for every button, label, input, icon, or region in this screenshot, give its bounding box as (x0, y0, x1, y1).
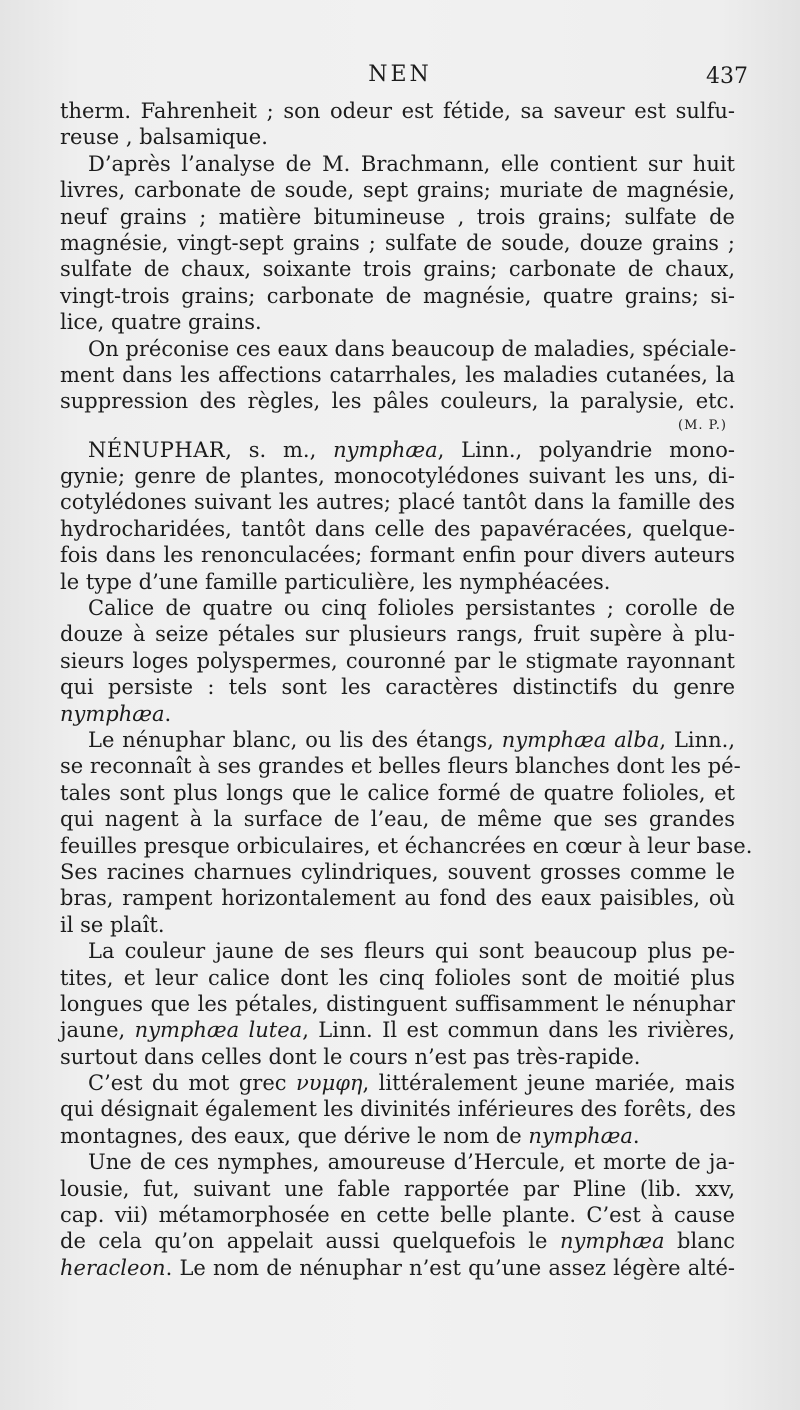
text-span: C’est du mot grec (88, 1071, 297, 1096)
text-line (60, 621, 735, 647)
text-line (60, 1044, 735, 1070)
text-span: , Linn., polyandrie mono- (437, 437, 736, 462)
text-line (60, 283, 735, 309)
text-span: qui nagent à la surface de l’eau, de même que ses grandes (60, 807, 735, 832)
text-span: sulfate de chaux, soixante trois grains; carbonate de chaux, (60, 257, 735, 282)
text-span: On préconise ces eaux dans beaucoup de maladies, spéciale- (88, 336, 737, 361)
text-line (60, 309, 735, 335)
text-line (60, 204, 735, 230)
text-span: cotylédones suivant les autres; placé tantôt dans la famille des (60, 490, 735, 515)
text-line (60, 727, 735, 753)
text-line (60, 753, 741, 779)
text-span: suppression des règles, les pâles couleurs, la paralysie, etc. (60, 389, 735, 414)
text-span: . Le nom de nénuphar n’est qu’une assez légère alté- (165, 1255, 735, 1280)
text-span: feuilles presque orbiculaires, et échancrées en cœur à leur base. (60, 833, 753, 858)
text-span: ment dans les affections catarrhales, les maladies cutanées, la (60, 362, 735, 387)
text-line (60, 938, 735, 964)
text-span: jaune, (60, 1018, 135, 1043)
text-span: vingt-trois grains; carbonate de magnésie, quatre grains; si- (60, 283, 735, 308)
text-span: Calice de quatre ou cinq folioles persistantes ; corolle de (88, 596, 735, 621)
text-line (60, 780, 735, 806)
text-line (60, 1096, 735, 1122)
text-line (60, 1017, 735, 1043)
text-line (60, 124, 735, 150)
text-span: hydrocharidées, tantôt dans celle des papavéracées, quelque- (60, 516, 735, 541)
text-span: . (632, 1123, 640, 1148)
italic-term: nymphæa alba (501, 727, 660, 752)
text-span: (M. P.) (678, 417, 727, 433)
italic-term: heracleon (60, 1255, 166, 1280)
running-header (60, 62, 748, 98)
text-line (60, 965, 735, 991)
italic-term: nymphæa (559, 1229, 665, 1254)
text-span: , Linn., (659, 727, 736, 752)
text-span: bras, rampent horizontalement au fond des eaux paisibles, où (60, 886, 735, 911)
text-line (60, 463, 735, 489)
text-line (60, 489, 735, 515)
text-line (60, 1202, 735, 1228)
text-span: surtout dans celles dont le cours n’est pas très-rapide. (60, 1044, 641, 1069)
text-line (60, 542, 735, 568)
text-line (60, 388, 735, 414)
text-span: Le nénuphar blanc, ou lis des étangs, (88, 727, 502, 752)
text-line (60, 256, 735, 282)
text-span: qui persiste : tels sont les caractères distinctifs du genre (60, 675, 735, 700)
text-line (60, 1228, 735, 1254)
text-span: longues que les pétales, distinguent suffisamment le nénuphar (60, 991, 735, 1016)
text-span: cap. vii) métamorphosée en cette belle plante. C’est à cause (60, 1203, 735, 1228)
text-line (60, 674, 735, 700)
text-span: fois dans les renonculacées; formant enfin pour divers auteurs (60, 543, 735, 568)
text-span: douze à seize pétales sur plusieurs rangs, fruit supère à plu- (60, 622, 735, 647)
text-line (60, 1255, 735, 1281)
text-line (60, 516, 735, 542)
page-number: 437 (706, 64, 748, 89)
text-span: se reconnaît à ses grandes et belles fleurs blanches dont les pé- (60, 754, 741, 779)
text-line (60, 991, 735, 1017)
text-span: neuf grains ; matière bitumineuse , trois grains; sulfate de (60, 204, 735, 229)
italic-term: nymphæa (528, 1123, 633, 1148)
text-span: La couleur jaune de ses fleurs qui sont beaucoup plus pe- (88, 939, 735, 964)
text-span: blanc (664, 1229, 736, 1254)
text-line (60, 362, 735, 388)
text-span: , s. m., (225, 437, 334, 462)
text-span: il se plaît. (60, 912, 165, 937)
text-line (60, 912, 735, 938)
text-line (60, 1149, 735, 1175)
text-line (60, 701, 735, 727)
text-span: tales sont plus longs que le calice formé de quatre folioles, et (60, 780, 735, 805)
text-span: , Linn. Il est commun dans les rivières, (302, 1018, 735, 1043)
text-line (60, 151, 735, 177)
italic-term: nymphæa lutea (134, 1018, 303, 1043)
text-line (60, 595, 735, 621)
text-span: sieurs loges polyspermes, couronné par le stigmate rayonnant (60, 648, 735, 673)
italic-term: nymphæa (60, 701, 165, 726)
text-line (60, 833, 753, 859)
italic-term: nymphæa (333, 437, 438, 462)
text-line (60, 1176, 735, 1202)
author-attribution (60, 415, 735, 437)
text-span: qui désignait également les divinités inférieures des forêts, des (60, 1097, 736, 1122)
text-span: Ses racines charnues cylindriques, souvent grosses comme le (60, 859, 735, 884)
text-span: lousie, fut, suivant une fable rapportée par Pline (lib. xxv, (60, 1176, 735, 1201)
text-span: magnésie, vingt-sept grains ; sulfate de soude, douze grains ; (60, 230, 735, 255)
text-line (60, 98, 735, 124)
page-body-text (60, 98, 753, 1281)
text-span: le type d’une famille particulière, les nymphéacées. (60, 569, 611, 594)
text-span: therm. Fahrenheit ; son odeur est fétide, sa saveur est sulfu- (60, 99, 735, 123)
text-span: lice, quatre grains. (60, 310, 262, 335)
text-line (60, 569, 735, 595)
text-span: livres, carbonate de soude, sept grains; muriate de magnésie, (60, 178, 735, 203)
text-line (60, 1123, 735, 1149)
text-line (60, 336, 735, 362)
text-line (60, 859, 735, 885)
text-line (60, 437, 735, 463)
text-span: montagnes, des eaux, que dérive le nom de (60, 1123, 529, 1148)
text-line (60, 885, 735, 911)
text-span: de cela qu’on appelait aussi quelquefois le (60, 1229, 560, 1254)
text-span: . (164, 701, 172, 726)
text-line (60, 230, 735, 256)
text-span: tites, et leur calice dont les cinq folioles sont de moitié plus (60, 965, 735, 990)
text-span: D’après l’analyse de M. Brachmann, elle contient sur huit (88, 151, 735, 176)
text-span: , littéralement jeune mariée, mais (362, 1071, 735, 1096)
text-line (60, 806, 735, 832)
text-line (60, 177, 735, 203)
entry-headword: NÉNUPHAR (88, 437, 226, 462)
text-span: Une de ces nymphes, amoureuse d’Hercule, et morte de ja- (88, 1150, 735, 1175)
text-line (60, 648, 735, 674)
text-span: reuse , balsamique. (60, 125, 268, 150)
text-span: gynie; genre de plantes, monocotylédones suivant les uns, di- (60, 464, 735, 489)
italic-term: νυμφη (296, 1071, 363, 1096)
text-line (60, 1070, 735, 1096)
running-title: NEN (368, 62, 432, 87)
